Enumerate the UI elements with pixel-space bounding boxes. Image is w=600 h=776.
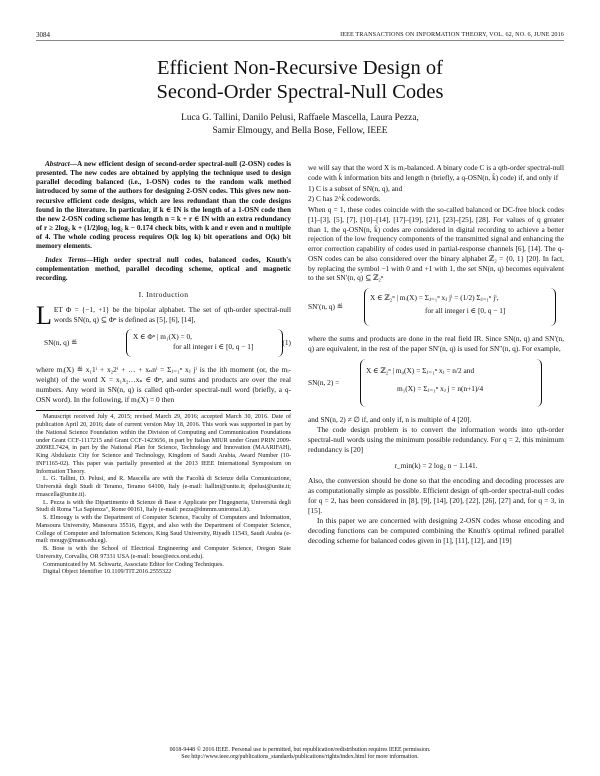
footnote-doi: Digital Object Identifier 10.1109/TIT.2016.2555322 bbox=[43, 569, 172, 576]
running-header: IEEE TRANSACTIONS ON INFORMATION THEORY, VOL. 62, NO. 6, JUNE 2016 bbox=[340, 31, 564, 38]
paper-title bbox=[36, 56, 564, 104]
condition-1: 1) C is a subset of SN(n, q), and bbox=[308, 183, 403, 193]
right-column bbox=[308, 163, 564, 547]
footnote-block bbox=[36, 410, 291, 577]
eq3-lhs: SN(n, 2) = bbox=[308, 377, 340, 387]
copyright-line-2: See http://www.ieee.org/publications_standards/publications/rights/index.html for more information. bbox=[181, 754, 419, 761]
section-heading-introduction: I. Introduction bbox=[138, 290, 189, 300]
title-line-1: Efficient Non-Recursive Design of bbox=[157, 57, 443, 79]
left-column bbox=[36, 160, 291, 577]
footnote-affil-3: S. Elmougy is with the Department of Computer Science, Faculty of Computers and Information, Mansoura University, Mansoura 35516, Egypt, and also with the Department of Computer Science, College of Computer and Information Sciences, King Saud University, Riyadh 11543, Saudi Arabia (e-mail: mougy@mans.edu.eg). bbox=[36, 515, 291, 545]
eq2-row-2: for all integer i ∈ [0, q − 1] bbox=[425, 305, 506, 315]
copyright-footer bbox=[36, 747, 564, 762]
intro-paragraph-2: where mᵢ(X) ≝ x₁1ⁱ + x₂2ⁱ + … + xₙnⁱ = Σⱼ₌₁ⁿ xⱼ jⁱ is the ith moment (or, the mᵢ-weight) of the word X = x₁x₂…xₙ ∈ Φⁿ, and sums and products are over the real numbers. Any word in SN(n, q) is called qth-order spectral-null word (briefly, a q-OSN word). In the following, if mᵢ(X) = 0 then bbox=[36, 365, 291, 404]
eq2-lhs: SN′(n, q) ≝ bbox=[308, 302, 343, 311]
footnote-affil-2: L. Pezza is with the Dipartimento di Scienze di Base e Applicate per l'Ingegneria, Università degli Studi di Roma "La Sapienza", Rome 00161, Italy (e-mail: pezza@dmmm.uniroma1.it). bbox=[36, 499, 291, 514]
right-paragraph-6: Also, the conversion should be done so that the encoding and decoding processes are as computationally simple as possible. Efficient design of qth-order spectral-null codes for q = 2, has been considered in [8], [9], [14], [20], [22], [26], [27] and, for q = 3, in [15]. bbox=[308, 476, 564, 515]
right-paragraph-2: When q = 1, these codes coincide with the so-called balanced or DC-free block codes [1]–[3], [5], [7], [10]–[14], [17]–[19], [21], [23]–[25], [28]. For values of q greater than 1, the q-OSN(n, k̂) codes are considered in digital recording to achieve a better rejection of the low frequency components of the transmitted signal and enhancing the error correction capability of codes used in partial-response channels [6], [14]. The q-OSN codes can be also considered over the binary alphabet ℤ₂ = {0, 1} [20]. In fact, by replacing the symbol −1 with 0 and +1 with 1, the set SN(n, q) becomes equivalent to the set SN′(n, q) ⊆ ℤ₂ⁿ bbox=[308, 205, 564, 283]
eq2-row-1: X ∈ ℤ₂ⁿ | mᵢ(X) = Σⱼ₌₁ⁿ xⱼ jⁱ = (1/2) Σⱼ₌₁ⁿ jⁱ, bbox=[370, 293, 499, 302]
authors-line-2: Samir Elmougy, and Bella Bose, Fellow, IEEE bbox=[212, 125, 388, 136]
equation-3 bbox=[308, 359, 564, 409]
title-line-2: Second-Order Spectral-Null Codes bbox=[156, 81, 444, 103]
drop-cap: L bbox=[36, 300, 52, 330]
footnote-editor: Communicated by M. Schwartz, Associate Editor for Coding Techniques. bbox=[43, 561, 224, 568]
index-terms-text: High order spectral null codes, balanced codes, Knuth's complementation method, parallel decoding scheme, optical and magnetic recording. bbox=[36, 255, 291, 282]
abstract-label: Abstract— bbox=[45, 160, 77, 168]
eq3-row-1: X ∈ ℤ₂ⁿ | m₀(X) = Σⱼ₌₁ⁿ xⱼ = n/2 and bbox=[366, 365, 475, 375]
right-paragraph-5: The code design problem is to convert the information words into qth-order spectral-null words using the minimum possible redundancy. For q = 2, this minimum redundancy is [20] bbox=[308, 425, 564, 454]
right-paragraph-7: In this paper we are concerned with designing 2-OSN codes whose encoding and decoding functions can be computed combining the Knuth's optimal refined parallel decoding scheme for balanced codes given in [1], [11], [12], and [19] bbox=[308, 516, 564, 545]
index-terms bbox=[36, 256, 291, 283]
eq2-set-braces bbox=[364, 288, 556, 326]
right-paragraph-1: we will say that the word X is mᵢ-balanced. A binary code C is a qth-order spectral-null code with k̂ information bits and length n (briefly, a q-OSN(n, k̂) code) if, and only if bbox=[308, 163, 564, 182]
index-terms-label: Index Terms— bbox=[45, 255, 94, 264]
right-paragraph-3: where the sums and products are done in the real field IR. Since SN(n, q) and SN′(n, q) are equivalent, in the rest of the paper SN′(n, q) is used for SN″(n, q). For example, bbox=[308, 334, 564, 353]
footnote-affil-4: B. Bose is with the School of Electrical Engineering and Computer Science, Oregon State University, Corvallis, OR 97331 USA (e-mail: bose@eecs.orst.edu). bbox=[36, 546, 291, 560]
eq1-row-2: for all integer i ∈ [0, q − 1] bbox=[173, 342, 254, 352]
eq1-lhs: SN(n, q) ≝ bbox=[44, 338, 78, 348]
eq3-set-braces bbox=[360, 359, 542, 407]
equation-2 bbox=[308, 288, 564, 328]
footnote-affil-1: L. G. Tallini, D. Pelusi, and R. Mascella are with the Facoltà di Scienze della Comunicazione, Università degli Studi di Teramo, Teramo 64100, Italy (e-mail: ltallini@unite.it; dpelusi@unite.it; rmascella@unite.it). bbox=[36, 476, 291, 498]
equation-4: r_min(k) = 2 log₂ n − 1.141. bbox=[394, 460, 478, 470]
condition-2: 2) C has 2^k̂ codewords. bbox=[308, 194, 381, 204]
eq1-number: (1) bbox=[282, 338, 291, 348]
equation-1 bbox=[36, 329, 291, 359]
authors-line-1: Luca G. Tallini, Danilo Pelusi, Raffaele Mascella, Laura Pezza, bbox=[181, 113, 419, 123]
right-paragraph-4: and SN(n, 2) ≠ ∅ if, and only if, n is multiple of 4 [20]. bbox=[308, 414, 472, 424]
footnote-manuscript: Manuscript received July 4, 2015; revised March 29, 2016; accepted March 30, 2016. Date of publication April 20, 2016; date of current version May 18, 2016. This work was supported in part by the National Science Foundation within the Division of Computing and Communication Foundations under Grant CCF-1117215 and Grant CCF-1423656, in part by Italian MIUR under Grant PRIN 2009-2009EL7424, in part by the National Plan for Science, Technology and Innovation (MAARIFAH), King Abdulaziz City for Science and Technology, Kingdom of Saudi Arabia, Award Number (10-INF1165-02). This paper was partially presented at the 2013 IEEE International Symposium on Information Theory. bbox=[36, 414, 291, 475]
author-list bbox=[36, 112, 564, 137]
abstract-text: A new efficient design of second-order spectral-null (2-OSN) codes is presented. The new codes are obtained by applying the technique used to design parallel decoding balanced (i.e., 1-OSN) codes to the random walk method introduced by some of the authors for designing 2-OSN codes. This gives new non-recursive efficient code designs, which are less redundant than the code designs found in the literature. In particular, if k ∈ IN is the length of a 1-OSN code then the new 2-OSN coding scheme has length n = k + r ∈ IN with an extra redundancy of r ≥ 2log₂ k + (1/2)log₂ log₂ k − 0.174 check bits, with k and r even and n multiple of 4. The whole coding process requires O(k log k) bit operations and O(k) bit memory elements. bbox=[36, 160, 291, 251]
intro-text-1: ET Φ = {−1, +1} be the bipolar alphabet. The set of qth-order spectral-null words SN(n, q) ⊆ Φⁿ is defined as [5], [6], [14], bbox=[53, 304, 291, 324]
copyright-line-1: 0018-9448 © 2016 IEEE. Personal use is permitted, but republication/redistribution requires IEEE permission. bbox=[169, 747, 431, 753]
abstract bbox=[36, 160, 291, 252]
eq1-set-braces bbox=[126, 329, 283, 357]
intro-paragraph-1 bbox=[36, 300, 291, 330]
page-number: 3084 bbox=[36, 31, 50, 39]
header-rule bbox=[36, 40, 564, 41]
eq3-row-2: m₁(X) = Σⱼ₌₁ⁿ xⱼ j = n(n+1)/4 bbox=[397, 384, 484, 394]
eq1-row-1: X ∈ Φⁿ | m₁(X) = 0, bbox=[133, 332, 193, 342]
